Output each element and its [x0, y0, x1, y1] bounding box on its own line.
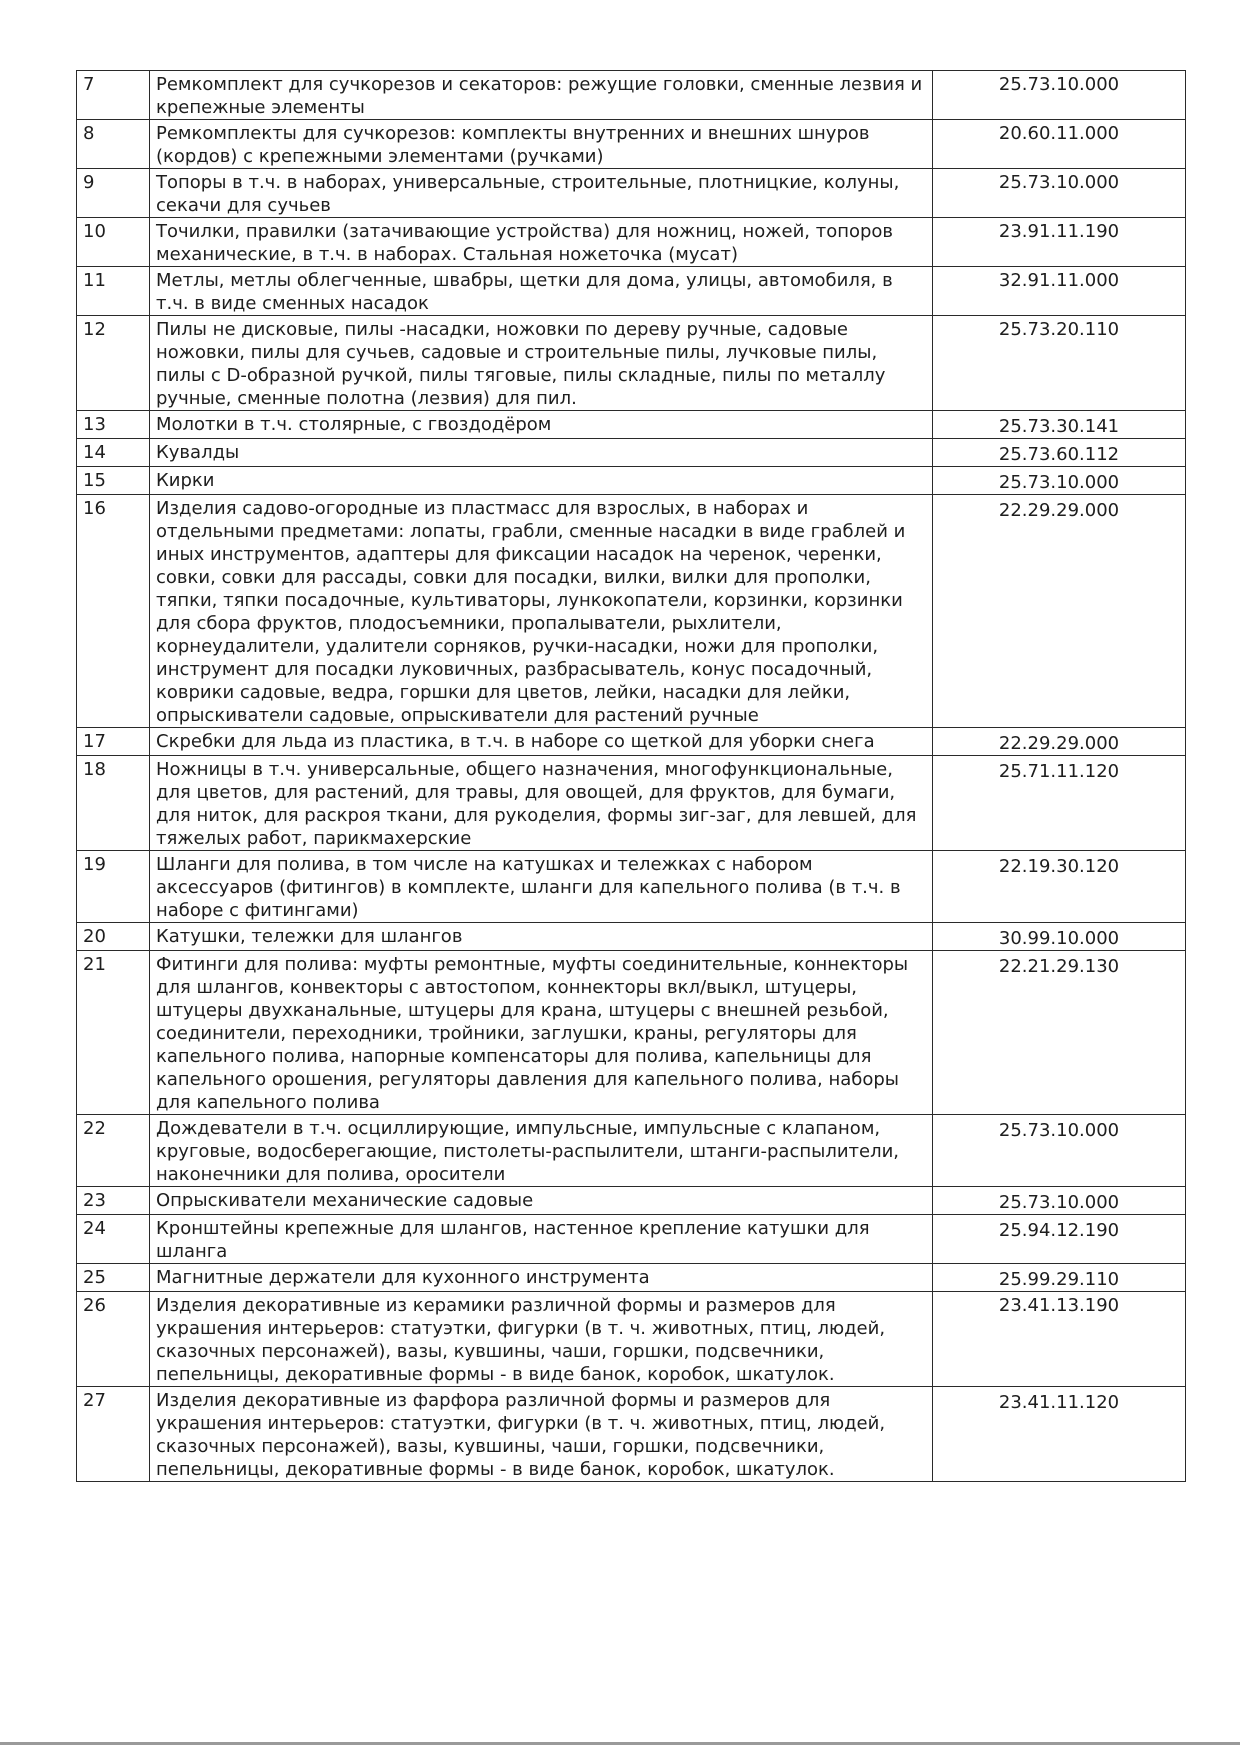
scan-edge — [0, 1742, 1240, 1745]
table-row — [77, 728, 1186, 756]
row-number: 21 — [77, 951, 150, 1115]
row-number: 20 — [77, 923, 150, 951]
row-code: 25.73.60.112 — [933, 439, 1186, 467]
row-number: 26 — [77, 1292, 150, 1387]
row-description: Ножницы в т.ч. универсальные, общего назначения, многофункциональные, для цветов, для растений, для травы, для овощей, для фруктов, для бумаги, для ниток, для раскроя ткани, для рукоделия, формы зиг-заг, для левшей, для тяжелых работ, парикмахерские — [150, 756, 933, 851]
row-description: Кирки — [150, 467, 933, 495]
row-number: 13 — [77, 411, 150, 439]
table-row — [77, 951, 1186, 1115]
row-description: Скребки для льда из пластика, в т.ч. в наборе со щеткой для уборки снега — [150, 728, 933, 756]
table-row — [77, 316, 1186, 411]
table-row — [77, 1215, 1186, 1264]
row-code: 25.71.11.120 — [933, 756, 1186, 851]
table-row — [77, 1387, 1186, 1482]
table-row — [77, 756, 1186, 851]
row-code: 25.73.10.000 — [933, 169, 1186, 218]
row-code: 25.73.10.000 — [933, 71, 1186, 120]
row-number: 12 — [77, 316, 150, 411]
row-number: 24 — [77, 1215, 150, 1264]
row-code: 25.94.12.190 — [933, 1215, 1186, 1264]
row-description: Кронштейны крепежные для шлангов, настенное крепление катушки для шланга — [150, 1215, 933, 1264]
row-code: 22.29.29.000 — [933, 495, 1186, 728]
row-number: 27 — [77, 1387, 150, 1482]
row-number: 23 — [77, 1187, 150, 1215]
row-code: 23.41.13.190 — [933, 1292, 1186, 1387]
row-number: 7 — [77, 71, 150, 120]
table-row — [77, 467, 1186, 495]
row-description: Изделия декоративные из фарфора различной формы и размеров для украшения интерьеров: статуэтки, фигурки (в т. ч. животных, птиц, людей, сказочных персонажей), вазы, кувшины, чаши, горшки, подсвечники, пепельницы, декоративные формы - в виде банок, коробок, шкатулок. — [150, 1387, 933, 1482]
row-description: Опрыскиватели механические садовые — [150, 1187, 933, 1215]
row-description: Изделия декоративные из керамики различной формы и размеров для украшения интерьеров: статуэтки, фигурки (в т. ч. животных, птиц, людей, сказочных персонажей), вазы, кувшины, чаши, горшки, подсвечники, пепельницы, декоративные формы - в виде банок, коробок, шкатулок. — [150, 1292, 933, 1387]
row-code: 25.99.29.110 — [933, 1264, 1186, 1292]
row-description: Кувалды — [150, 439, 933, 467]
row-number: 9 — [77, 169, 150, 218]
row-number: 22 — [77, 1115, 150, 1187]
row-description: Точилки, правилки (затачивающие устройства) для ножниц, ножей, топоров механические, в т.ч. в наборах. Стальная ножеточка (мусат) — [150, 218, 933, 267]
table-row — [77, 439, 1186, 467]
row-description: Пилы не дисковые, пилы -насадки, ножовки по дереву ручные, садовые ножовки, пилы для сучьев, садовые и строительные пилы, лучковые пилы, пилы с D-образной ручкой, пилы тяговые, пилы складные, пилы по металлу ручные, сменные полотна (лезвия) для пил. — [150, 316, 933, 411]
table-row — [77, 1264, 1186, 1292]
row-code: 23.41.11.120 — [933, 1387, 1186, 1482]
row-code: 25.73.30.141 — [933, 411, 1186, 439]
row-number: 19 — [77, 851, 150, 923]
row-number: 8 — [77, 120, 150, 169]
row-description: Ремкомплекты для сучкорезов: комплекты внутренних и внешних шнуров (кордов) с крепежными элементами (ручками) — [150, 120, 933, 169]
table-row — [77, 851, 1186, 923]
table-row — [77, 1292, 1186, 1387]
row-code: 25.73.20.110 — [933, 316, 1186, 411]
product-codes-table — [76, 70, 1186, 1482]
row-description: Изделия садово-огородные из пластмасс для взрослых, в наборах и отдельными предметами: лопаты, грабли, сменные насадки в виде граблей и иных инструментов, адаптеры для фиксации насадок на черенок, черенки, совки, совки для рассады, совки для посадки, вилки, вилки для прополки, тяпки, тяпки посадочные, культиваторы, лункокопатели, корзинки, корзинки для сбора фруктов, плодосъемники, пропалыватели, рыхлители, корнеудалители, удалители сорняков, ручки-насадки, ножи для прополки, инструмент для посадки луковичных, разбрасыватель, конус посадочный, коврики садовые, ведра, горшки для цветов, лейки, насадки для лейки, опрыскиватели садовые, опрыскиватели для растений ручные — [150, 495, 933, 728]
row-code: 30.99.10.000 — [933, 923, 1186, 951]
row-number: 18 — [77, 756, 150, 851]
row-description: Ремкомплект для сучкорезов и секаторов: режущие головки, сменные лезвия и крепежные элементы — [150, 71, 933, 120]
row-description: Молотки в т.ч. столярные, с гвоздодёром — [150, 411, 933, 439]
row-number: 15 — [77, 467, 150, 495]
row-description: Катушки, тележки для шлангов — [150, 923, 933, 951]
table-body — [77, 71, 1186, 1482]
row-description: Дождеватели в т.ч. осциллирующие, импульсные, импульсные с клапаном, круговые, водосберегающие, пистолеты-распылители, штанги-распылители, наконечники для полива, оросители — [150, 1115, 933, 1187]
table-row — [77, 71, 1186, 120]
row-code: 20.60.11.000 — [933, 120, 1186, 169]
row-number: 16 — [77, 495, 150, 728]
row-code: 22.19.30.120 — [933, 851, 1186, 923]
row-code: 22.21.29.130 — [933, 951, 1186, 1115]
row-code: 22.29.29.000 — [933, 728, 1186, 756]
row-number: 10 — [77, 218, 150, 267]
table-row — [77, 1115, 1186, 1187]
table-row — [77, 267, 1186, 316]
row-code: 32.91.11.000 — [933, 267, 1186, 316]
row-code: 25.73.10.000 — [933, 1115, 1186, 1187]
row-description: Фитинги для полива: муфты ремонтные, муфты соединительные, коннекторы для шлангов, конвекторы с автостопом, коннекторы вкл/выкл, штуцеры, штуцеры двухканальные, штуцеры для крана, штуцеры с внешней резьбой, соединители, переходники, тройники, заглушки, краны, регуляторы для капельного полива, напорные компенсаторы для полива, капельницы для капельного орошения, регуляторы давления для капельного полива, наборы для капельного полива — [150, 951, 933, 1115]
table-row — [77, 495, 1186, 728]
row-description: Метлы, метлы облегченные, швабры, щетки для дома, улицы, автомобиля, в т.ч. в виде сменных насадок — [150, 267, 933, 316]
row-number: 17 — [77, 728, 150, 756]
row-number: 11 — [77, 267, 150, 316]
row-code: 23.91.11.190 — [933, 218, 1186, 267]
table-row — [77, 169, 1186, 218]
row-description: Магнитные держатели для кухонного инструмента — [150, 1264, 933, 1292]
table-row — [77, 218, 1186, 267]
table-row — [77, 411, 1186, 439]
row-code: 25.73.10.000 — [933, 1187, 1186, 1215]
row-number: 25 — [77, 1264, 150, 1292]
table-row — [77, 923, 1186, 951]
row-number: 14 — [77, 439, 150, 467]
table-row — [77, 120, 1186, 169]
row-description: Шланги для полива, в том числе на катушках и тележках с набором аксессуаров (фитингов) в комплекте, шланги для капельного полива (в т.ч. в наборе с фитингами) — [150, 851, 933, 923]
row-code: 25.73.10.000 — [933, 467, 1186, 495]
row-description: Топоры в т.ч. в наборах, универсальные, строительные, плотницкие, колуны, секачи для сучьев — [150, 169, 933, 218]
document-page — [76, 70, 1186, 1482]
table-row — [77, 1187, 1186, 1215]
